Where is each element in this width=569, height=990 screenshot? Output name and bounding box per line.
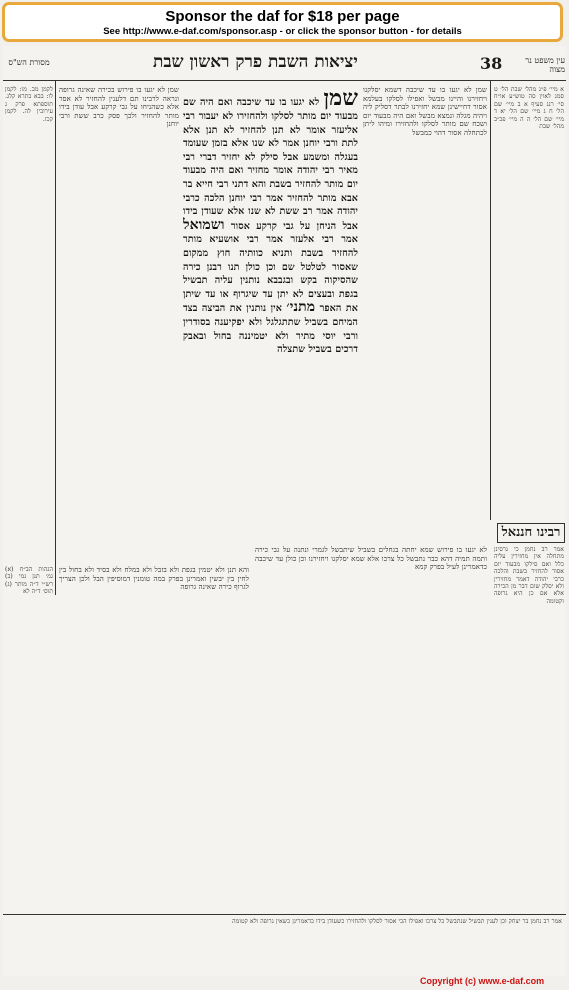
mesoret-hashas-column (5, 86, 53, 556)
bottom-tosafot-column (59, 566, 249, 911)
rashi-column (363, 86, 487, 541)
hagahot-notes: הגהות הב״ח (א) גמ׳ תנן נמי (ב) רש״י ד״ה מותר (ג) תוס׳ ד״ה לא (5, 566, 53, 596)
mishna-marker: מתני׳ (286, 299, 316, 316)
sponsor-banner[interactable] (2, 2, 563, 42)
page-header (3, 52, 566, 78)
gemara-text (183, 86, 358, 357)
footnote-divider (3, 914, 566, 915)
bottom-rashi-column (255, 546, 487, 911)
page-number: 38 (480, 54, 503, 73)
ein-mishpat-notes: א מיי׳ פ״ג מהל׳ שבת הל׳ ט סמג לאוין סה טוש״ע או״ח סי׳ רנג סעיף א ב מיי׳ שם הל׳ ח ג מיי׳ שם הל׳ יא ד מיי׳ שם הל׳ ה ה מיי׳ פכ״ב מהל׳ שבת (494, 86, 564, 131)
rabbeinu-chananel-column (494, 546, 564, 911)
mesoret-notes: לקמן מב. מו: לקמן לו: בבא בתרא קלג. תוספתא פרק ג עירובין לה. לקמן קכז. (5, 86, 53, 123)
right-margin-divider (490, 80, 491, 520)
sponsor-subtitle[interactable]: See http://www.e-daf.com/sponsor.asp - or click the sponsor button - for details (103, 26, 462, 37)
mesoret-label: מסורת הש"ס (8, 58, 50, 67)
bottom-tosafot-text: והא תנן ולא יטמין בגפת ולא בזבל ולא במלח ולא בסיד ולא בחול בין לחין בין יבשין ואמרינן בפרק במה טומנין דמוסיפין הבל ולכן הצריך לגרוף כירה שאינה גרופה (59, 566, 249, 592)
talmud-page (3, 46, 566, 976)
bottom-rashi-text: לא יגעו בו פירוש שמא יחתה בגחלים בשביל שיתבשל לגמרי ונתנה על גבי כירה ותמה תמיה דהא כבר נתבשל כל צרכו אלא שמא יסלקנו ויחזירנו וכן כולן עד שיכבה כדאמרינן לעיל בפרק קמא (255, 546, 487, 572)
footnotes-text: אמר רב נחמן בר יצחק וכן לענין תבשיל שנתבשל כל צרכו ואפילו הכי אסור לסלקו ולהחזירו כשעודן בידו כדאמרינן כשאין גרופה ולא קטומה (232, 918, 562, 925)
ein-mishpat-label: עין משפט נר מצוה (525, 56, 565, 74)
gemara-body: לא יגעו בו עד שיכבה ואם היה שם מבעוד יום מותר לסלקו ולהחזירו לא יעבור רבי אליעזר אומר לא תנן להחזיר לא תנן אלא לתת ורבי יוחנן אמר לא שנו אלא בזמן שעומד בעגלה ומשמע אבל סילק לא יחזיר דברי רבי מאיר רבי יהודה אומר מחזיר ואם היה מבעוד יום מותר להחזיר בשבת והא דתני רבי חייא בר אבא מותר להחזיר אמר רבי יוחנן הלכה כרבי יהודה אמר רב ששת לא שנו אלא שעודן בידו אבל הניחן על גבי קרקע אסור (183, 97, 358, 232)
tosafot-text: שמן לא יגעו בו פירוש בכירה שאינה גרופה ונראה לרבינו תם דלענין להחזיר לא אסר אלא כשהניחו על גבי קרקע אבל עודן בידו מותר להחזיר ולכך פסק כרב ששת ורבי יוחנן (59, 86, 179, 129)
gemara-body-3: אין נותנין את הביצה בצד המיחם בשביל שתתגלגל ולא יפקיענה בסודרין ורבי יוסי מתיר ולא יטמיננה בחול ובאבק דרכים בשביל שתצלה (183, 303, 358, 356)
header-divider (3, 80, 566, 81)
gemara-body-2: אמר רבי אלעזר אמר רבי אושעיא מותר להחזיר בשבת ותניא כוותיה חוץ ממקום שאסור לטלטל שם וכן כולן תנו רבנן כירה שהסיקוה בקש ובגבבא נותנין עליה תבשיל בגפת ובעצים לא יתן עד שיגרוף או עד שיתן את האפר (183, 234, 358, 315)
sponsor-title[interactable]: Sponsor the daf for $18 per page (165, 8, 400, 25)
mid-word: ושמואל (183, 216, 225, 233)
tosafot-column (59, 86, 179, 556)
copyright-link[interactable]: Copyright (c) www.e-daf.com (420, 976, 545, 986)
rashi-text: שמן לא יגעו בו עד שיכבה דשמא יסלקנו ויחזירנו והיינו מבשל ואפילו לסלקו בעלמא אסור דחיישינן שמא יחזירנו לבתר דסליק ליה ויהיה מגלה ונמצא מבשל ואם היה מבעוד יום ושכח שם מותר לסלקו ולהחזירו ומיהו ליתן לכתחלה אסור דהוי כמבשל (363, 86, 487, 137)
rabbeinu-chananel-heading: רבינו חננאל (497, 523, 565, 543)
opening-word: שמן (323, 86, 358, 111)
rabbeinu-chananel-text: אמר רב נחמן כי גרסינן מתחלה אין מחזירין עליה כלל ואם סילקו מבעוד יום אסור להחזיר בשבת והלכה כרבי יהודה דאמר מחזירין ולא יסלק שום דבר מן הכירה אלא אם כן היא גרופה וקטומה (494, 546, 564, 605)
footnotes-block (7, 918, 562, 970)
hagahot-column (5, 566, 53, 706)
gemara-column (183, 86, 358, 541)
page-title: יציאות השבת פרק ראשון שבת (153, 52, 358, 72)
left-margin-divider (55, 80, 56, 595)
ein-mishpat-column (494, 86, 564, 516)
